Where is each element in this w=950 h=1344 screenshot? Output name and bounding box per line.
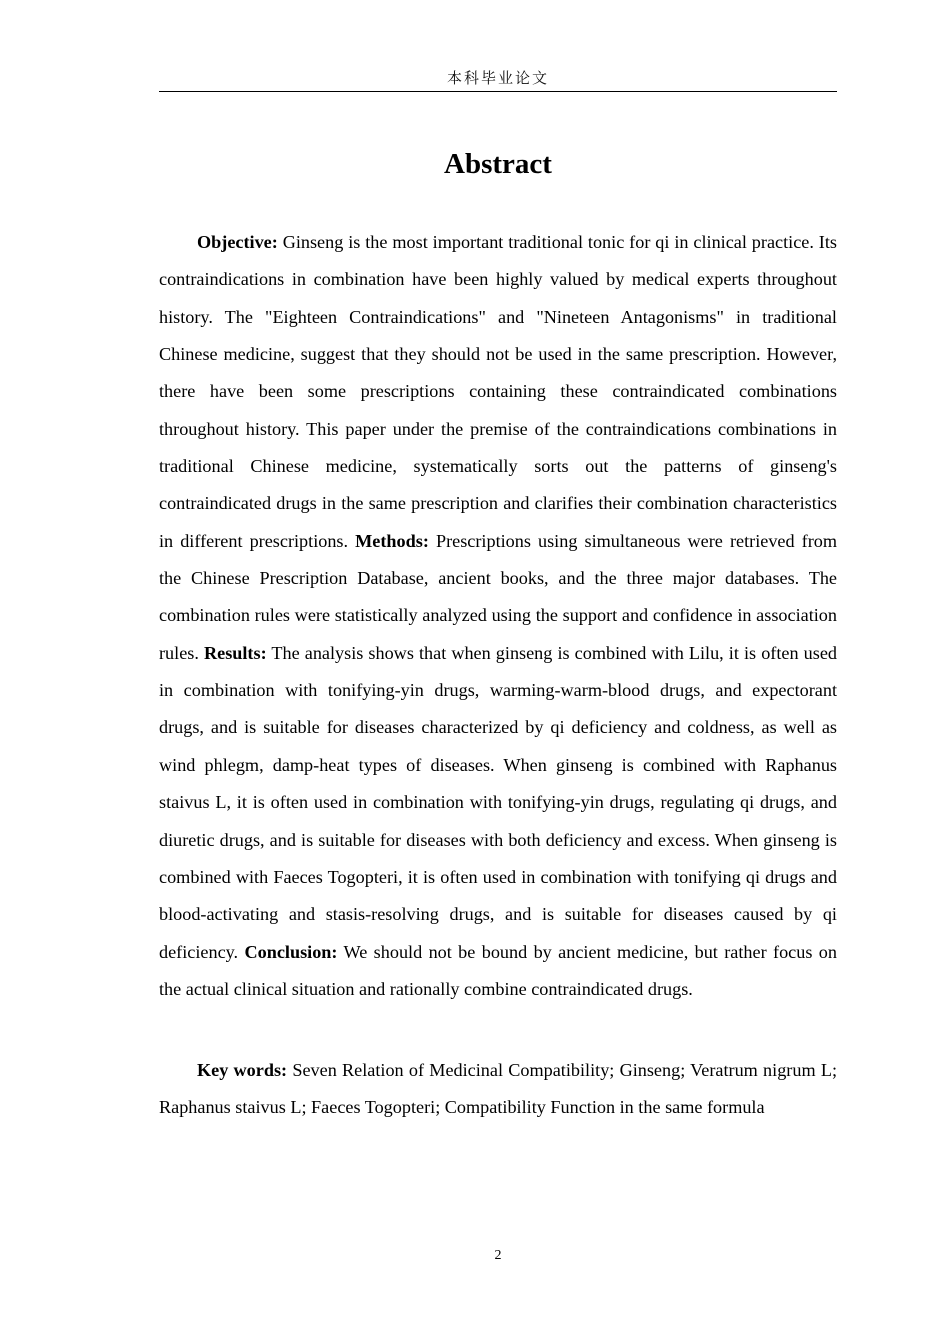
methods-text: Prescriptions using simultaneous were retrieved from the Chinese Prescription Database, ancient books, and the three major databases. The combination rules were statistically analyzed using the support and confidence in association rules. xyxy=(159,530,837,663)
keywords-paragraph xyxy=(159,1052,837,1127)
running-header: 本科毕业论文 xyxy=(446,69,549,87)
abstract-body xyxy=(159,224,837,1008)
results-label: Results: xyxy=(203,642,267,663)
methods-label: Methods: xyxy=(355,530,429,551)
keywords-label: Key words: xyxy=(197,1060,288,1080)
objective-label: Objective: xyxy=(197,232,278,252)
page-number: 2 xyxy=(494,1248,502,1263)
objective-text: Ginseng is the most important traditional tonic for qi in clinical practice. Its contraindications in combination have been highly valued by medical experts throughout history. The "Eighteen Contraindications" and "Nineteen Antagonisms" in traditional Chinese medicine, suggest that they should not be used in the same prescription. However, there have been some prescriptions containing these contraindicated combinations throughout history. This paper under the premise of the contraindications combinations in traditional Chinese medicine, systematically sorts out the patterns of ginseng's contraindicated drugs in the same prescription and clarifies their combination characteristics in different prescriptions. xyxy=(159,232,837,551)
conclusion-text: We should not be bound by ancient medicine, but rather focus on the actual clinical situation and rationally combine contraindicated drugs. xyxy=(159,941,837,999)
header-rule xyxy=(159,91,837,92)
results-text: The analysis shows that when ginseng is combined with Lilu, it is often used in combination with tonifying-yin drugs, warming-warm-blood drugs, and expectorant drugs, and is suitable for diseases characterized by qi deficiency and coldness, as well as wind phlegm, damp-heat types of diseases. When ginseng is combined with Raphanus staivus L, it is often used in combination with tonifying-yin drugs, regulating qi drugs, and diuretic drugs, and is suitable for diseases with both deficiency and excess. When ginseng is combined with Faeces Togopteri, it is often used in combination with tonifying qi drugs and blood-activating and stasis-resolving drugs, and is suitable for diseases caused by qi deficiency. xyxy=(159,642,837,962)
abstract-title: Abstract xyxy=(444,148,552,180)
keywords-text: Seven Relation of Medicinal Compatibility; Ginseng; Veratrum nigrum L; Raphanus staivus L; Faeces Togopteri; Compatibility Function in the same formula xyxy=(159,1060,837,1118)
conclusion-label: Conclusion: xyxy=(244,941,338,962)
